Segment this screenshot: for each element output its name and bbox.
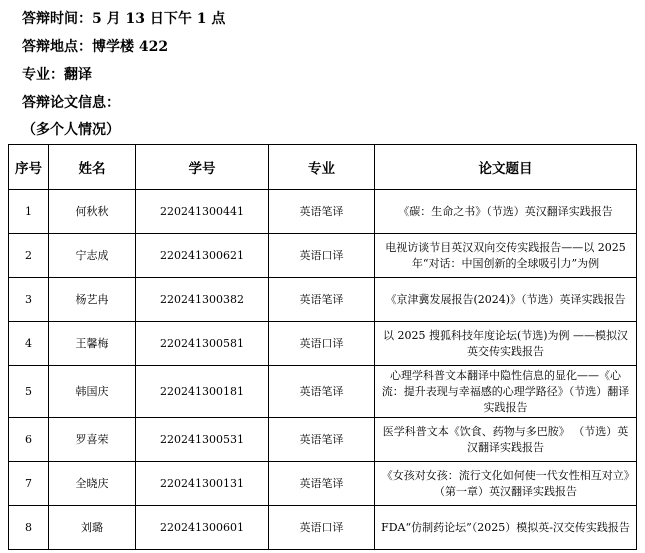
cell-thesis-title: 以 2025 搜狐科技年度论坛(节选)为例 ——模拟汉英交传实践报告 [375,322,637,366]
table-row [9,190,637,234]
cell-thesis-title: 《京津冀发展报告(2024)》（节选）英译实践报告 [375,278,637,322]
cell-no: 8 [9,506,49,550]
table-row [9,506,637,550]
cell-major: 英语口译 [269,506,375,550]
defense-time: 答辩时间：5 月 13 日下午 1 点 [22,11,226,27]
header-name: 姓名 [49,145,136,190]
cell-no: 6 [9,418,49,462]
cell-name: 宁志成 [49,234,136,278]
header-no: 序号 [9,145,49,190]
header-student-id: 学号 [136,145,269,190]
thesis-table [8,144,637,550]
cell-thesis-title: 医学科普文本《饮食、药物与多巴胺》 （节选）英汉翻译实践报告 [375,418,637,462]
cell-thesis-title: 《女孩对女孩：流行文化如何使一代女性相互对立》（第一章）英汉翻译实践报告 [375,462,637,506]
cell-student-id: 220241300181 [136,366,269,418]
cell-major: 英语口译 [269,234,375,278]
table-row [9,278,637,322]
table-row [9,234,637,278]
cell-no: 7 [9,462,49,506]
defense-location: 答辩地点：博学楼 422 [22,39,169,55]
cell-thesis-title: FDA“仿制药论坛”（2025）模拟英-汉交传实践报告 [375,506,637,550]
cell-major: 英语口译 [269,322,375,366]
cell-name: 韩国庆 [49,366,136,418]
cell-no: 3 [9,278,49,322]
header-major: 专业 [269,145,375,190]
cell-student-id: 220241300131 [136,462,269,506]
header-thesis-title: 论文题目 [375,145,637,190]
thesis-info-label: 答辩论文信息： [22,95,120,111]
cell-major: 英语笔译 [269,366,375,418]
cell-no: 5 [9,366,49,418]
cell-thesis-title: 电视访谈节目英汉双向交传实践报告——以 2025 年“对话：中国创新的全球吸引力”为例 [375,234,637,278]
table-row [9,322,637,366]
table-row [9,462,637,506]
cell-name: 王馨梅 [49,322,136,366]
table-row [9,366,637,418]
cell-student-id: 220241300581 [136,322,269,366]
cell-no: 4 [9,322,49,366]
subtitle: （多个人情况） [22,122,120,138]
cell-no: 2 [9,234,49,278]
table-header-row [9,145,637,190]
cell-name: 杨艺冉 [49,278,136,322]
cell-name: 罗喜荣 [49,418,136,462]
cell-thesis-title: 《碳：生命之书》（节选）英汉翻译实践报告 [375,190,637,234]
cell-name: 何秋秋 [49,190,136,234]
table-row [9,418,637,462]
cell-student-id: 220241300531 [136,418,269,462]
cell-name: 全晓庆 [49,462,136,506]
cell-major: 英语笔译 [269,418,375,462]
cell-name: 刘璐 [49,506,136,550]
cell-major: 英语笔译 [269,190,375,234]
cell-thesis-title: 心理学科普文本翻译中隐性信息的显化——《心流：提升表现与幸福感的心理学路径》（节选）翻译实践报告 [375,366,637,418]
cell-student-id: 220241300621 [136,234,269,278]
cell-major: 英语笔译 [269,278,375,322]
cell-student-id: 220241300382 [136,278,269,322]
cell-student-id: 220241300601 [136,506,269,550]
cell-student-id: 220241300441 [136,190,269,234]
cell-major: 英语笔译 [269,462,375,506]
major-label: 专业：翻译 [22,67,92,83]
cell-no: 1 [9,190,49,234]
